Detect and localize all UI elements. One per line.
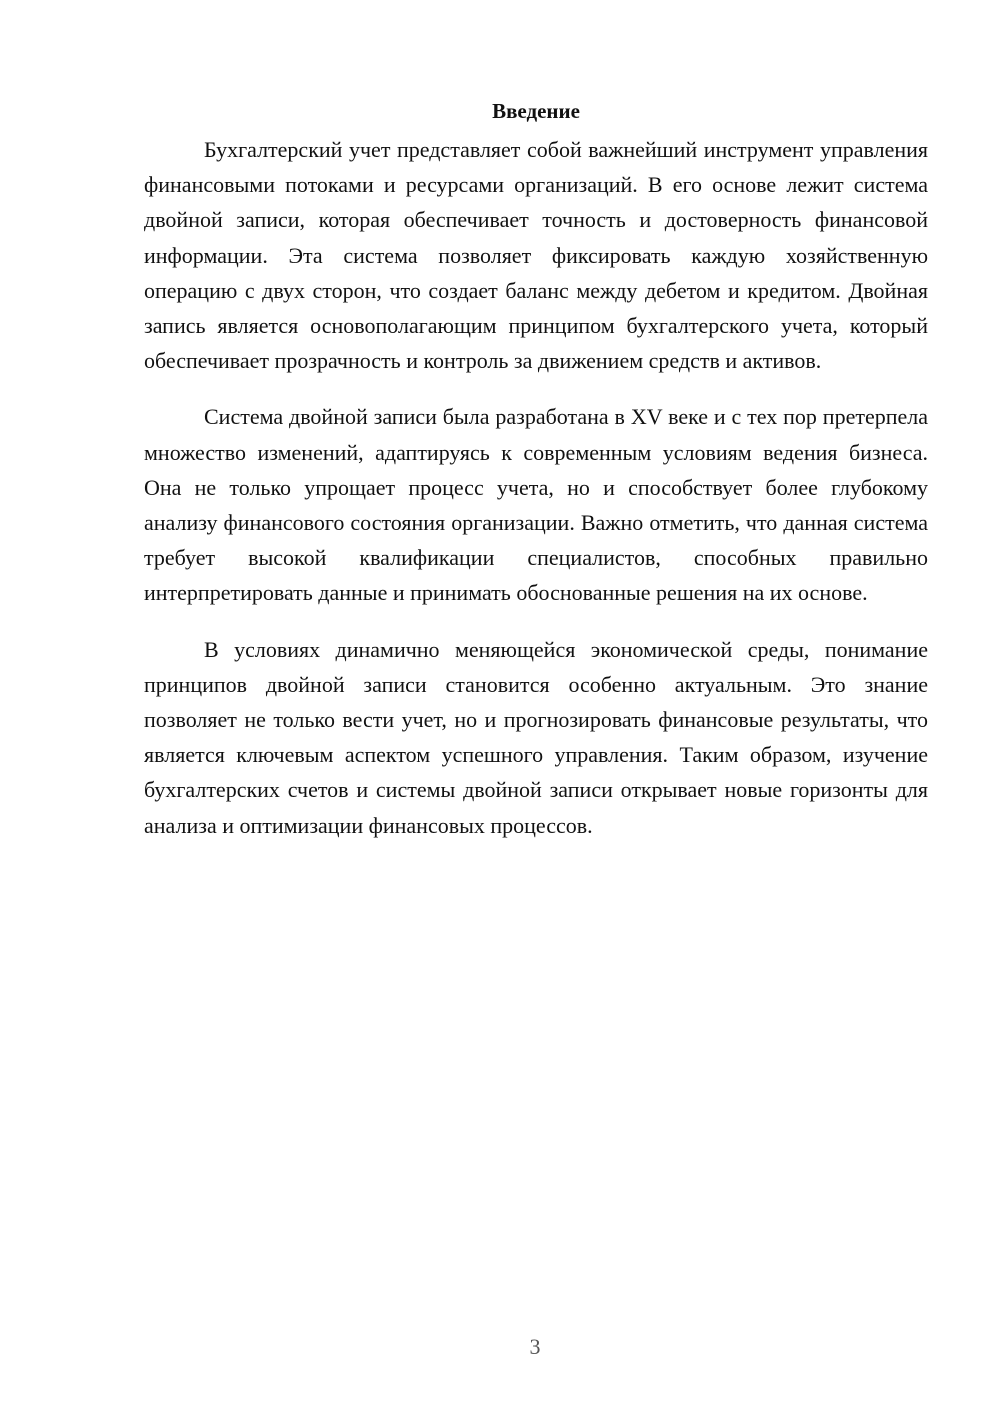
section-title: Введение xyxy=(492,99,580,123)
paragraph-3: В условиях динамично меняющейся экономической среды, понимание принципов двойной записи становится особенно актуальным. Это знание позволяет не только вести учет, но и прогнозировать финансовые результаты, что является ключевым аспектом успешного управления. Таким образом, изучение бухгалтерских счетов и системы двойной записи открывает новые горизонты для анализа и оптимизации финансовых процессов. xyxy=(144,636,928,838)
page-number: 3 xyxy=(529,1334,541,1359)
paragraph-1: Бухгалтерский учет представляет собой важнейший инструмент управления финансовыми потоками и ресурсами организаций. В его основе лежит система двойной записи, которая обеспечивает точность и достоверность финансовой информации. Эта система позволяет фиксировать каждую хозяйственную операцию с двух сторон, что создает баланс между дебетом и кредитом. Двойная запись является основополагающим принципом бухгалтерского учета, который обеспечивает прозрачность и контроль за движением средств и активов. xyxy=(144,137,928,374)
page-content xyxy=(144,96,928,843)
paragraph-2: Система двойной записи была разработана в XV веке и с тех пор претерпела множество изменений, адаптируясь к современным условиям ведения бизнеса. Она не только упрощает процесс учета, но и способствует более глубокому анализу финансового состояния организации. Важно отметить, что данная система требует высокой квалификации специалистов, способных правильно интерпретировать данные и принимать обоснованные решения на их основе. xyxy=(144,404,928,606)
